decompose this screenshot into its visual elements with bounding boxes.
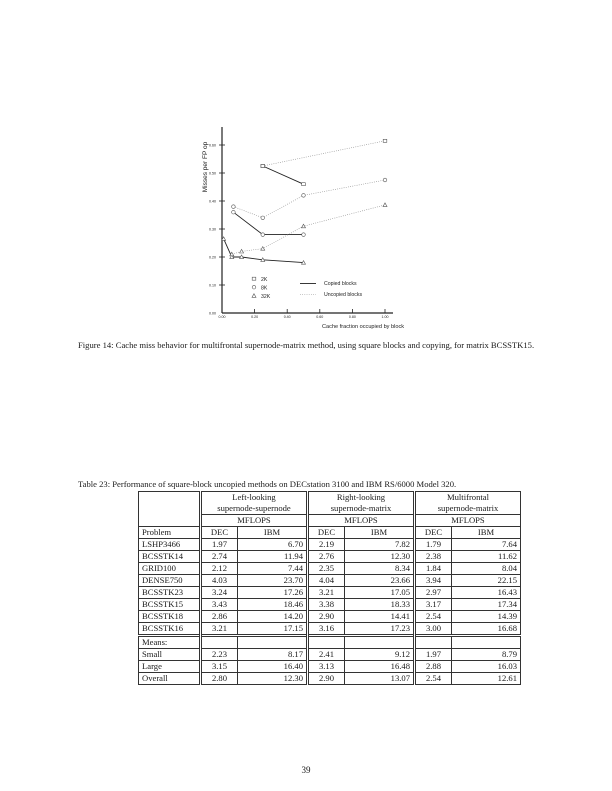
y-tick-label: 0.60 (209, 143, 216, 148)
problem-name: BCSSTK15 (139, 599, 201, 611)
dec-mflops: 3.94 (415, 575, 452, 587)
ibm-mflops: 8.04 (452, 563, 521, 575)
ibm-mflops: 12.61 (452, 673, 521, 685)
ibm-mflops: 7.44 (238, 563, 308, 575)
ibm-mflops: 17.23 (345, 623, 415, 636)
series-2k-uncopied (261, 139, 387, 167)
dec-mflops: 1.97 (415, 649, 452, 661)
x-tick-label: 0.60 (316, 315, 324, 319)
dec-mflops: 2.23 (201, 649, 238, 661)
legend-cache-label: 32K (261, 294, 271, 300)
table-row (139, 599, 521, 611)
table-row (139, 551, 521, 563)
method-name: Right-looking (336, 492, 386, 502)
problem-name: BCSSTK16 (139, 623, 201, 636)
empty-cell (345, 636, 415, 649)
table-row (139, 623, 521, 636)
method-variant: supernode-matrix (330, 503, 392, 513)
figure-caption: Figure 14: Cache miss behavior for multifrontal supernode-matrix method, using square blocks and copying, for matrix BCSSTK15. (78, 340, 535, 350)
dec-mflops: 2.38 (415, 551, 452, 563)
data-point-circle (383, 178, 387, 182)
ibm-mflops: 14.20 (238, 611, 308, 623)
dec-mflops: 3.00 (415, 623, 452, 636)
x-tick-label: 0.20 (251, 315, 259, 319)
dec-mflops: 2.90 (308, 611, 345, 623)
problem-name: LSHP3466 (139, 539, 201, 551)
header-row-columns (139, 527, 521, 539)
dec-mflops: 4.03 (201, 575, 238, 587)
table-row (139, 563, 521, 575)
ibm-mflops: 14.41 (345, 611, 415, 623)
problem-name: BCSSTK14 (139, 551, 201, 563)
dec-mflops: 1.84 (415, 563, 452, 575)
series-line (232, 205, 385, 254)
ibm-mflops: 16.03 (452, 661, 521, 673)
legend-square-icon (252, 277, 256, 280)
chart-axes (209, 127, 393, 319)
dec-mflops: 3.38 (308, 599, 345, 611)
y-tick-label: 0.10 (209, 283, 216, 288)
ibm-mflops: 7.64 (452, 539, 521, 551)
dec-column-header: DEC (201, 527, 238, 539)
chart-legend (252, 277, 362, 300)
dec-mflops: 2.54 (415, 673, 452, 685)
ibm-mflops: 23.70 (238, 575, 308, 587)
series-8k-uncopied (232, 178, 387, 219)
method-variant: supernode-matrix (437, 503, 499, 513)
series-line (233, 180, 385, 218)
ibm-mflops: 8.17 (238, 649, 308, 661)
method-variant: supernode-supernode (217, 503, 291, 513)
ibm-column-header: IBM (345, 527, 415, 539)
cache-miss-chart (190, 120, 420, 335)
legend-cache-label: 2K (261, 277, 268, 283)
data-point-triangle (261, 247, 265, 251)
series-line (233, 212, 303, 234)
data-point-circle (261, 216, 265, 220)
dec-column-header: DEC (415, 527, 452, 539)
table-row (139, 611, 521, 623)
ibm-mflops: 6.70 (238, 539, 308, 551)
y-tick-label: 0.40 (209, 199, 216, 204)
problem-name: Large (139, 661, 201, 673)
x-tick-label: 1.00 (381, 315, 389, 319)
header-empty (139, 492, 201, 527)
x-tick-label: 0.40 (283, 315, 291, 319)
ibm-mflops: 13.07 (345, 673, 415, 685)
y-axis-label: Misses per FP op (202, 141, 209, 193)
dec-mflops: 3.16 (308, 623, 345, 636)
table-row (139, 661, 521, 673)
table-row (139, 575, 521, 587)
dec-mflops: 1.79 (415, 539, 452, 551)
problem-name: GRID100 (139, 563, 201, 575)
ibm-mflops: 8.34 (345, 563, 415, 575)
series-line (263, 166, 304, 184)
dec-mflops: 2.86 (201, 611, 238, 623)
data-point-circle (261, 233, 265, 237)
dec-mflops: 2.97 (415, 587, 452, 599)
unit-header: MFLOPS (415, 515, 521, 527)
legend-circle-icon (252, 285, 256, 289)
x-tick-label: 0.80 (348, 315, 356, 319)
ibm-mflops: 12.30 (238, 673, 308, 685)
ibm-mflops: 18.33 (345, 599, 415, 611)
means-label-row (139, 636, 521, 649)
x-tick-label: 0.00 (218, 315, 226, 319)
dec-mflops: 3.21 (201, 623, 238, 636)
problem-name: Small (139, 649, 201, 661)
ibm-mflops: 11.94 (238, 551, 308, 563)
y-tick-label: 0.30 (209, 227, 216, 232)
dec-column-header: DEC (308, 527, 345, 539)
empty-cell (238, 636, 308, 649)
x-axis-label: Cache fraction occupied by block (322, 324, 405, 330)
method-header (415, 492, 521, 515)
series-32k-uncopied (230, 203, 387, 256)
empty-cell (308, 636, 345, 649)
ibm-mflops: 17.34 (452, 599, 521, 611)
dec-mflops: 2.12 (201, 563, 238, 575)
dec-mflops: 2.76 (308, 551, 345, 563)
y-tick-label: 0.50 (209, 171, 216, 176)
legend-cache-label: 8K (261, 285, 268, 292)
ibm-mflops: 18.46 (238, 599, 308, 611)
ibm-mflops: 16.40 (238, 661, 308, 673)
dec-mflops: 2.19 (308, 539, 345, 551)
ibm-column-header: IBM (452, 527, 521, 539)
dec-mflops: 2.80 (201, 673, 238, 685)
data-point-square (261, 165, 265, 168)
header-row-methods (139, 492, 521, 515)
ibm-mflops: 12.30 (345, 551, 415, 563)
data-point-circle (302, 194, 306, 198)
table-row (139, 587, 521, 599)
data-point-circle (302, 233, 306, 237)
legend-triangle-icon (252, 294, 256, 298)
y-tick-label: 0.20 (209, 255, 216, 260)
ibm-mflops: 16.43 (452, 587, 521, 599)
problem-name: BCSSTK18 (139, 611, 201, 623)
ibm-mflops: 22.15 (452, 575, 521, 587)
dec-mflops: 2.54 (415, 611, 452, 623)
legend-style-label: Uncopied blocks (324, 292, 363, 298)
dec-mflops: 3.17 (415, 599, 452, 611)
method-header (201, 492, 308, 515)
data-point-circle (232, 205, 236, 209)
problem-name: Overall (139, 673, 201, 685)
empty-cell (415, 636, 452, 649)
dec-mflops: 2.35 (308, 563, 345, 575)
page-number: 39 (301, 765, 311, 775)
ibm-mflops: 14.39 (452, 611, 521, 623)
dec-mflops: 2.74 (201, 551, 238, 563)
data-point-square (383, 139, 387, 142)
series-line (263, 141, 385, 166)
method-name: Multifrontal (446, 492, 489, 502)
data-point-square (302, 183, 306, 186)
dec-mflops: 3.15 (201, 661, 238, 673)
method-header (308, 492, 415, 515)
dec-mflops: 2.41 (308, 649, 345, 661)
ibm-mflops: 17.15 (238, 623, 308, 636)
empty-cell (201, 636, 238, 649)
legend-style-label: Copied blocks (324, 281, 357, 287)
ibm-mflops: 17.26 (238, 587, 308, 599)
ibm-mflops: 11.62 (452, 551, 521, 563)
ibm-mflops: 16.68 (452, 623, 521, 636)
table-row (139, 673, 521, 685)
dec-mflops: 2.90 (308, 673, 345, 685)
data-point-triangle (383, 203, 387, 207)
means-label: Means: (139, 636, 201, 649)
empty-cell (452, 636, 521, 649)
dec-mflops: 3.13 (308, 661, 345, 673)
dec-mflops: 3.43 (201, 599, 238, 611)
table-row (139, 539, 521, 551)
performance-table (138, 491, 521, 685)
unit-header: MFLOPS (201, 515, 308, 527)
y-tick-label: 0.00 (209, 311, 216, 316)
dec-mflops: 1.97 (201, 539, 238, 551)
data-point-circle (232, 210, 236, 214)
ibm-mflops: 7.82 (345, 539, 415, 551)
problem-name: DENSE750 (139, 575, 201, 587)
unit-header: MFLOPS (308, 515, 415, 527)
table-caption: Table 23: Performance of square-block uncopied methods on DECstation 3100 and IBM RS/6000 Model 320. (78, 479, 457, 489)
series-8k-copied (232, 210, 306, 236)
problem-name: BCSSTK23 (139, 587, 201, 599)
ibm-mflops: 17.05 (345, 587, 415, 599)
dec-mflops: 4.04 (308, 575, 345, 587)
problem-column-header: Problem (139, 527, 201, 539)
dec-mflops: 2.88 (415, 661, 452, 673)
chart-series (222, 139, 387, 264)
dec-mflops: 3.24 (201, 587, 238, 599)
table-row (139, 649, 521, 661)
ibm-mflops: 16.48 (345, 661, 415, 673)
ibm-mflops: 23.66 (345, 575, 415, 587)
method-name: Left-looking (232, 492, 276, 502)
ibm-mflops: 9.12 (345, 649, 415, 661)
ibm-mflops: 8.79 (452, 649, 521, 661)
ibm-column-header: IBM (238, 527, 308, 539)
series-2k-copied (261, 165, 305, 186)
dec-mflops: 3.21 (308, 587, 345, 599)
